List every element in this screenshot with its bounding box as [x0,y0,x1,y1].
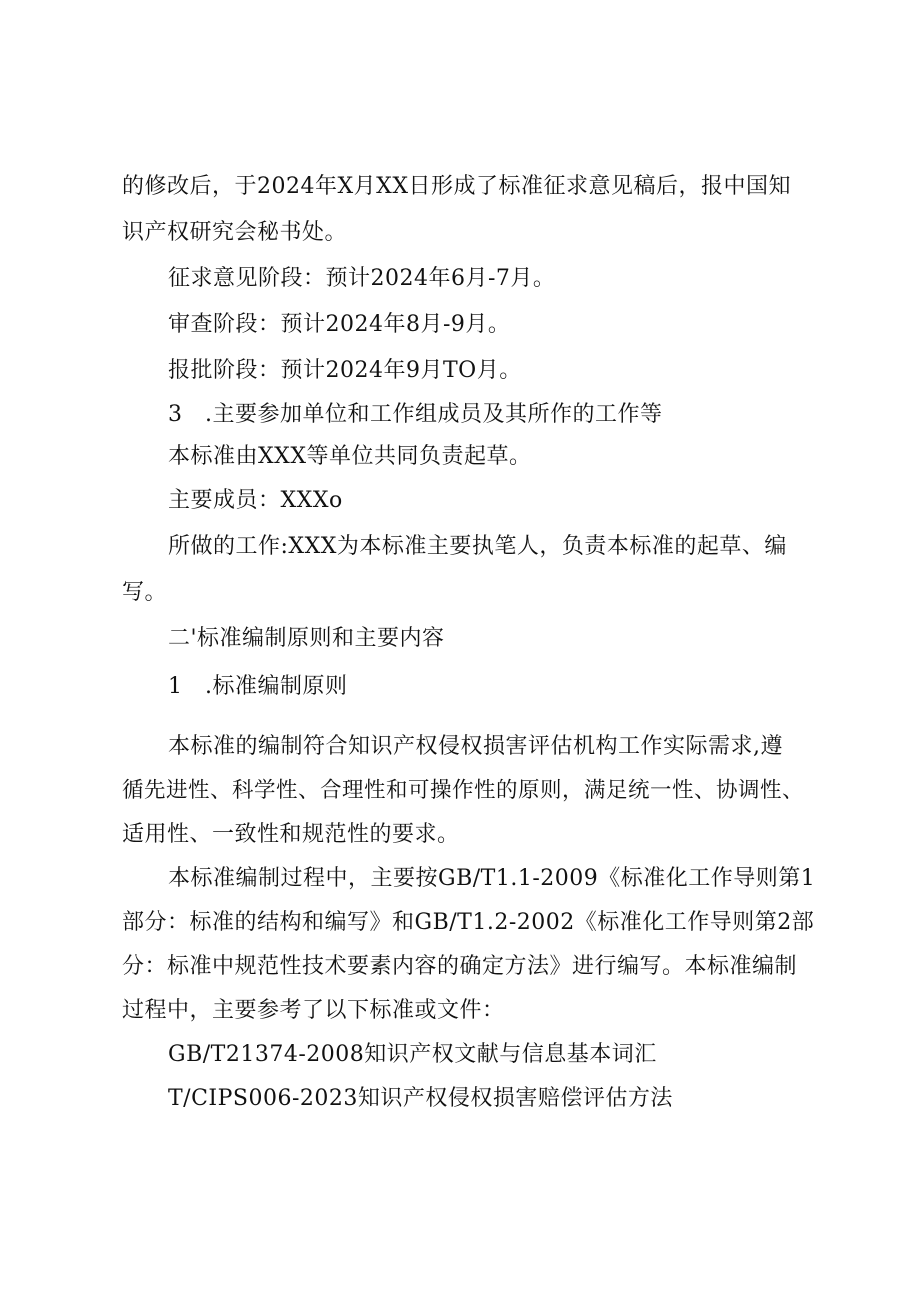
stage-comments-text: 征求意见阶段：预计2024年6月-7月。 [168,266,556,291]
drafting-units-text: 本标准由XXX等单位共同负责起草。 [168,444,532,469]
section-heading-3: 3 .主要参加单位和工作组成员及其所作的工作等 [168,402,663,427]
work-done-line-2: 写。 [122,580,168,605]
paragraph-1-line-1: 的修改后，于2024年X月XX日形成了标准征求意见稿后，报中国知 [122,174,791,199]
main-members-text: 主要成员：XXXo [168,488,343,513]
process-paragraph-line-1: 本标准编制过程中，主要按GB/T1.1-2009《标准化工作导则第1 [168,866,816,891]
process-paragraph-line-4: 过程中，主要参考了以下标准或文件： [122,998,505,1023]
section-2-heading: 二'标准编制原则和主要内容 [168,626,445,651]
reference-item-1: GB/T21374-2008知识产权文献与信息基本词汇 [168,1042,657,1067]
paragraph-1-line-2: 识产权研究会秘书处。 [122,220,348,245]
principle-paragraph-line-2: 循先进性、科学性、合理性和可操作性的原则，满足统一性、协调性、 [122,778,805,803]
work-done-line-1: 所做的工作:XXX为本标准主要执笔人，负责本标准的起草、编 [168,534,787,559]
process-paragraph-line-3: 分：标准中规范性技术要素内容的确定方法》进行编写。本标准编制 [122,954,798,979]
stage-review-text: 审查阶段：预计2024年8月-9月。 [168,312,511,337]
principle-paragraph-line-3: 适用性、一致性和规范性的要求。 [122,822,460,847]
reference-item-2: T/CIPS006-2023知识产权侵权损害赔偿评估方法 [168,1086,673,1111]
stage-approval-text: 报批阶段：预计2024年9月TO月。 [168,358,522,383]
principles-heading: 1 .标准编制原则 [168,674,348,699]
principle-paragraph-line-1: 本标准的编制符合知识产权侵权损害评估机构工作实际需求,遵 [168,734,783,759]
process-paragraph-line-2: 部分：标准的结构和编写》和GB/T1.2-2002《标准化工作导则第2部 [122,910,815,935]
